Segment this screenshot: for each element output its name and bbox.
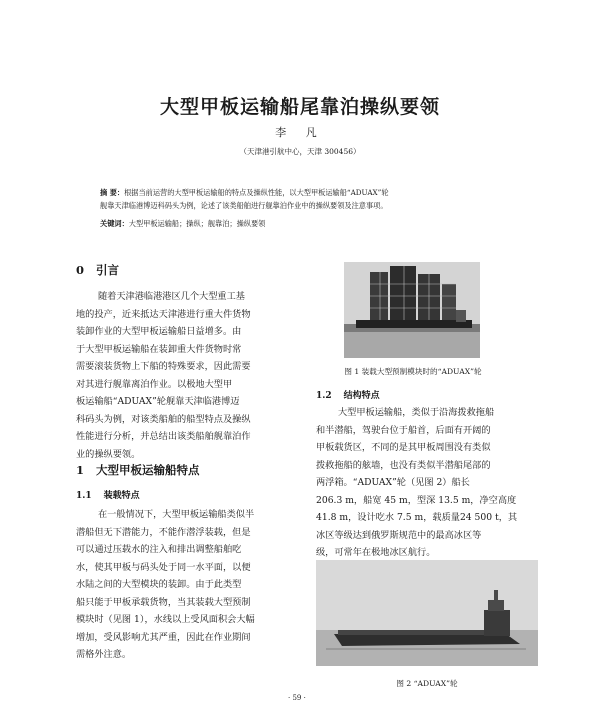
text-line: 水陆之间的大型模块的装卸。由于此类型 [76,579,242,590]
text-line: 甲板载货区，不同的是其甲板周围没有类似 [316,442,491,453]
section-1-title: 大型甲板运输船特点 [96,463,200,477]
section-0-title: 引言 [96,263,120,277]
keywords [100,218,520,230]
figure-1-caption: 图 1 装载大型预制模块时的“ADUAX”轮 [344,367,482,376]
text-line: 装卸作业的大型甲板运输船日益增多。由 [76,326,242,337]
text-line: 增加，受风影响尤其严重，因此在作业期间 [76,631,251,643]
text-line: 性能进行分析，并总结出该类船舶舰靠泊作 [76,431,251,442]
section-1-2-number: 1.2 [316,391,332,401]
section-1-1-body [76,506,298,664]
text-line: 对其进行舰靠离泊作业。以极地大型甲 [76,378,233,390]
article-title: 大型甲板运输船尾靠泊操纵要领 [159,96,440,118]
figure-1-image [344,262,480,358]
text-line: 板运输船“ADUAX”轮舰靠天津临港博迈 [76,396,240,407]
section-1-2-title: 结构特点 [343,391,380,401]
text-line: 业的操纵要领。 [76,448,141,460]
text-line: 41.8 m，设计吃水 7.5 m，载质量24 500 t，其 [316,512,518,523]
section-1-2-body [316,404,538,562]
text-line: 船只能于甲板承载货物，当其装载大型预制 [76,596,251,608]
keywords-label: 关键词： [100,219,129,228]
text-line: 水，使其甲板与码头处于同一水平面，以便 [76,561,251,573]
section-1-1-heading [76,488,140,501]
text-line: 潜船但无下潜能力，不能作潜浮装载，但是 [76,526,251,538]
text-line: 需格外注意。 [76,649,132,660]
abstract [100,186,520,212]
section-0-heading [76,262,119,278]
text-line: 在一般情况下，大型甲板运输船类似半 [98,509,255,520]
abstract-line-1 [100,186,520,199]
affiliation: （天津港引航中心，天津 300456） [239,147,361,156]
text-line: 大型甲板运输船，类似于沿海拨救拖船 [338,407,495,418]
text-line: 地的投产，近来抵达天津港进行重大件货物 [76,308,251,320]
text-line: 需要滚装货物上下船的特殊要求，因此需要 [76,361,251,372]
figure-2-image [316,560,538,666]
text-line: 科码头为例，对该类船舶的船型特点及操纵 [76,413,251,425]
text-line: 冰区等级达到俄罗斯规范中的最高冰区等 [316,529,482,541]
text-line: 和半潜船，驾驶台位于船首，后面有开阔的 [316,424,491,436]
ship-with-modules-illustration [344,262,480,358]
abstract-text-1: 根据当前运营的大型甲板运输船的特点及操纵性能，以大型甲板运输船“ADUAX”轮 [124,188,389,197]
page-number: · 59 · [288,694,306,702]
text-line: 于大型甲板运输船在装卸重大件货物时常 [76,343,242,355]
text-line: 拨救拖船的舷墙，也没有类似半潜船尾部的 [316,459,491,471]
text-line: 级，可常年在极地冰区航行。 [316,547,436,558]
text-line: 两浮箱。“ADUAX”轮（见图 2）船长 [316,477,470,488]
author-name: 李 凡 [275,126,325,139]
section-1-heading [76,462,200,478]
text-line: 模块时（见图 1），水线以上受风面积会大幅 [76,614,255,625]
section-1-number: 1 [76,463,85,477]
text-line: 206.3 m，船宽 45 m，型深 13.5 m，净空高度 [316,494,517,506]
abstract-label: 摘 要： [100,188,125,197]
section-0-number: 0 [76,263,85,277]
keywords-text: 大型甲板运输船；操纵；舰靠泊；操纵要领 [128,219,266,228]
section-1-1-number: 1.1 [76,491,92,501]
abstract-line-2: 舰靠天津临港博迈科码头为例，论述了该类船舶进行舰靠泊作业中的操纵要领及注意事项。 [100,201,388,210]
section-1-1-title: 装载特点 [103,491,140,501]
ship-at-sea-illustration [316,560,538,666]
section-0-body [76,288,298,463]
figure-2-caption: 图 2 “ADUAX”轮 [396,679,458,688]
text-line: 随着天津港临港港区几个大型重工基 [98,291,245,302]
text-line: 可以通过压载水的注入和排出调整船舶吃 [76,544,242,555]
section-1-2-heading [316,388,380,401]
